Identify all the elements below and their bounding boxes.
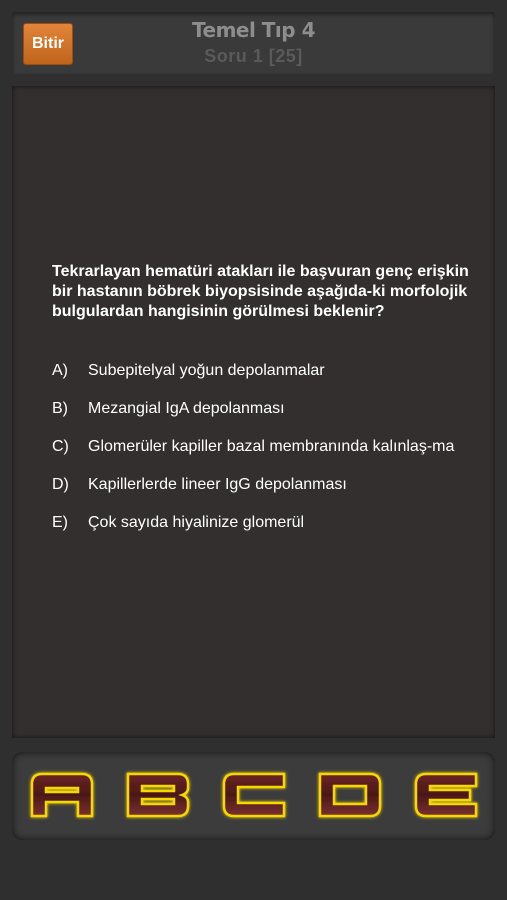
page-title: Temel Tıp 4 — [192, 18, 315, 42]
answer-button-e[interactable] — [410, 766, 482, 824]
answer-button-d[interactable] — [314, 766, 386, 824]
option-c[interactable] — [52, 437, 482, 457]
letter-b-glyph — [122, 766, 194, 824]
option-letter: C) — [52, 438, 69, 455]
options-list — [52, 361, 482, 551]
answer-button-c[interactable] — [218, 766, 290, 824]
answer-button-a[interactable] — [26, 766, 98, 824]
header-bar — [12, 12, 495, 74]
option-text: Kapillerlerde lineer IgG depolanması — [88, 476, 347, 493]
answer-bar — [12, 752, 495, 840]
letter-a-glyph — [26, 766, 98, 824]
option-letter: B) — [52, 400, 68, 417]
option-letter: A) — [52, 362, 68, 379]
option-a[interactable] — [52, 361, 482, 381]
question-counter: Soru 1 [25] — [204, 46, 303, 66]
option-letter: D) — [52, 476, 69, 493]
option-letter: E) — [52, 514, 68, 531]
letter-e-glyph — [410, 766, 482, 824]
answer-button-b[interactable] — [122, 766, 194, 824]
question-panel — [12, 86, 495, 738]
option-text: Çok sayıda hiyalinize glomerül — [88, 514, 305, 531]
option-text: Subepitelyal yoğun depolanmalar — [88, 362, 325, 379]
question-text: Tekrarlayan hematüri atakları ile başvuran genç erişkin bir hastanın böbrek biyopsisinde aşağıda-ki morfolojik bulgulardan hangisinin görülmesi beklenir? — [52, 263, 469, 320]
option-e[interactable] — [52, 513, 482, 533]
letter-d-glyph — [314, 766, 386, 824]
letter-c-glyph — [218, 766, 290, 824]
option-b[interactable] — [52, 399, 482, 419]
option-text: Mezangial IgA depolanması — [88, 400, 285, 417]
option-d[interactable] — [52, 475, 482, 495]
option-text: Glomerüler kapiller bazal membranında kalınlaş-ma — [88, 438, 455, 455]
finish-button[interactable]: Bitir — [23, 23, 73, 65]
